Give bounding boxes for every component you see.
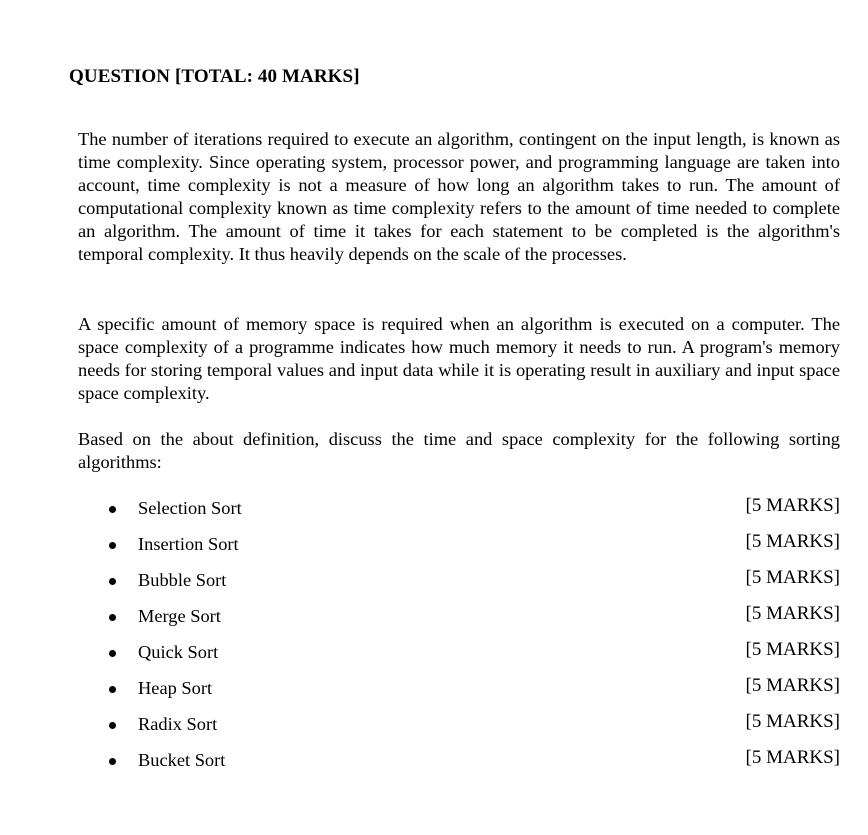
bullet-icon	[106, 675, 118, 701]
list-item	[106, 639, 840, 675]
bullet-icon	[106, 603, 118, 629]
item-label: Insertion Sort	[138, 534, 239, 554]
item-marks: [5 MARKS]	[745, 495, 840, 516]
sorting-algorithm-list	[106, 495, 840, 783]
list-item	[106, 531, 840, 567]
item-label: Quick Sort	[138, 642, 219, 662]
paragraph-space-complexity: A specific amount of memory space is required when an algorithm is executed on a computer. The space complexity of a programme indicates how much memory it needs to run. A program's memory needs for storing temporal values and input data while it is operating result in auxiliary and input space space complexity.	[78, 314, 840, 403]
item-label: Heap Sort	[138, 678, 213, 698]
bullet-icon	[106, 747, 118, 773]
bullet-icon	[106, 639, 118, 665]
item-marks: [5 MARKS]	[745, 747, 840, 768]
item-marks: [5 MARKS]	[745, 567, 840, 588]
list-item	[106, 603, 840, 639]
list-item	[106, 711, 840, 747]
bullet-icon	[106, 567, 118, 593]
list-item	[106, 747, 840, 783]
paragraph-time-complexity: The number of iterations required to execute an algorithm, contingent on the input length, is known as time complexity. Since operating system, processor power, and programming language are taken into account, time complexity is not a measure of how long an algorithm takes to run. The amount of computational complexity known as time complexity refers to the amount of time needed to complete an algorithm. The amount of time it takes for each statement to be completed is the algorithm's temporal complexity. It thus heavily depends on the scale of the processes.	[78, 129, 840, 264]
bullet-icon	[106, 711, 118, 737]
item-label: Bucket Sort	[138, 750, 226, 770]
item-marks: [5 MARKS]	[745, 639, 840, 660]
bullet-icon	[106, 531, 118, 557]
item-marks: [5 MARKS]	[745, 711, 840, 732]
item-marks: [5 MARKS]	[745, 603, 840, 624]
item-label: Selection Sort	[138, 498, 242, 518]
list-item	[106, 495, 840, 531]
paragraph-instruction: Based on the about definition, discuss the time and space complexity for the following sorting algorithms:	[78, 429, 840, 472]
item-label: Radix Sort	[138, 714, 218, 734]
list-item	[106, 567, 840, 603]
item-marks: [5 MARKS]	[745, 531, 840, 552]
question-heading: QUESTION [TOTAL: 40 MARKS]	[69, 66, 360, 87]
item-label: Bubble Sort	[138, 570, 227, 590]
bullet-icon	[106, 495, 118, 521]
list-item	[106, 675, 840, 711]
item-label: Merge Sort	[138, 606, 221, 626]
item-marks: [5 MARKS]	[745, 675, 840, 696]
